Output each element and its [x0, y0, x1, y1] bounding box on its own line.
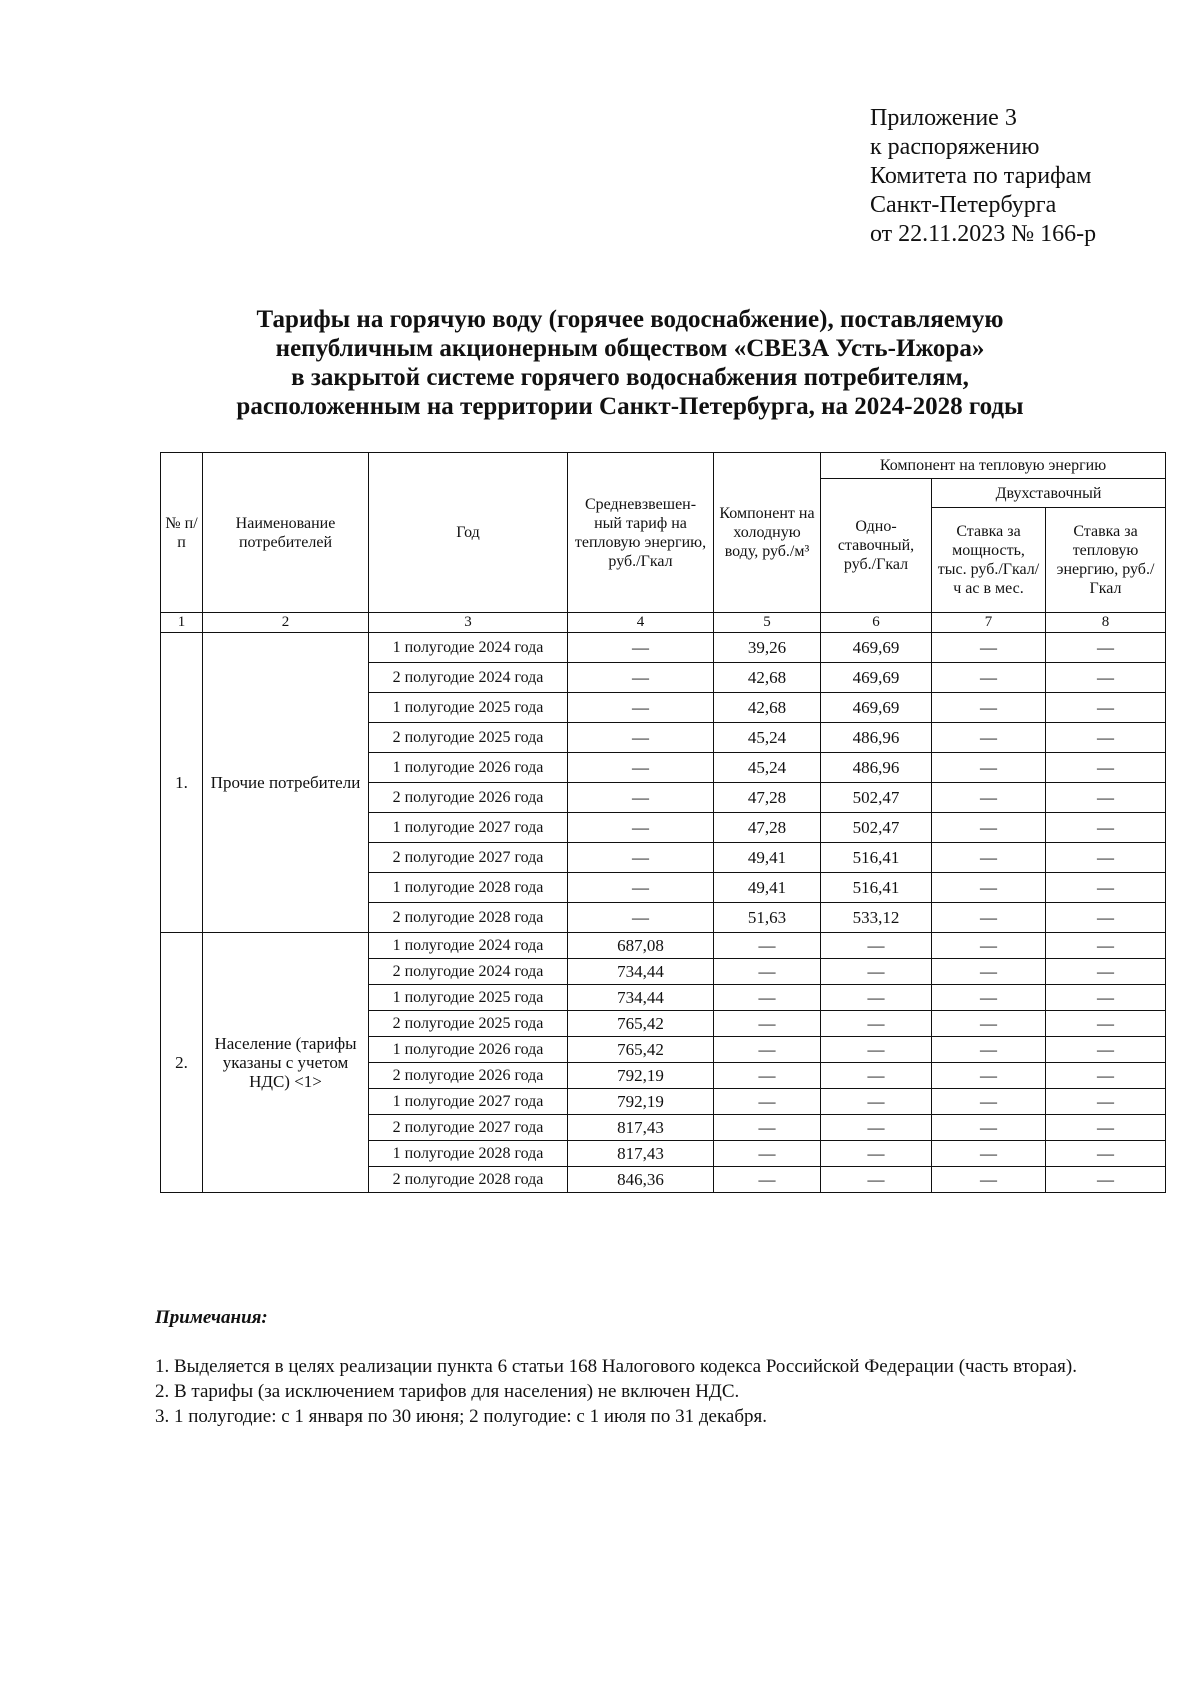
cold-water-cell: 45,24 [714, 723, 821, 753]
energy-rate-cell: — [1046, 693, 1166, 723]
period-cell: 2 полугодие 2028 года [369, 1167, 568, 1193]
period-cell: 2 полугодие 2025 года [369, 1011, 568, 1037]
period-cell: 1 полугодие 2027 года [369, 813, 568, 843]
period-cell: 1 полугодие 2025 года [369, 985, 568, 1011]
column-number: 6 [821, 613, 932, 633]
header-two-rate: Двухставочный [932, 479, 1166, 508]
cold-water-cell: 49,41 [714, 843, 821, 873]
weighted-tariff-cell: — [568, 663, 714, 693]
power-rate-cell: — [932, 1089, 1046, 1115]
header-consumer: Наименование потребителей [203, 453, 369, 613]
single-rate-cell: — [821, 1115, 932, 1141]
table-row [161, 633, 1166, 663]
cold-water-cell: 45,24 [714, 753, 821, 783]
single-rate-cell: — [821, 985, 932, 1011]
consumer-name: Население (тарифы указаны с учетом НДС) <1> [203, 933, 369, 1193]
weighted-tariff-cell: 817,43 [568, 1141, 714, 1167]
appendix-line: к распоряжению [870, 134, 1040, 160]
cold-water-cell: — [714, 1167, 821, 1193]
weighted-tariff-cell: 734,44 [568, 985, 714, 1011]
cold-water-cell: — [714, 1141, 821, 1167]
single-rate-cell: — [821, 959, 932, 985]
power-rate-cell: — [932, 783, 1046, 813]
cold-water-cell: — [714, 1037, 821, 1063]
power-rate-cell: — [932, 663, 1046, 693]
energy-rate-cell: — [1046, 903, 1166, 933]
single-rate-cell: — [821, 1141, 932, 1167]
energy-rate-cell: — [1046, 1167, 1166, 1193]
appendix-line: Комитета по тарифам [870, 163, 1092, 189]
power-rate-cell: — [932, 933, 1046, 959]
single-rate-cell: 469,69 [821, 663, 932, 693]
power-rate-cell: — [932, 959, 1046, 985]
appendix-line: Санкт-Петербурга [870, 192, 1057, 218]
power-rate-cell: — [932, 723, 1046, 753]
title-line: в закрытой системе горячего водоснабжения потребителям, [291, 364, 969, 391]
column-number: 5 [714, 613, 821, 633]
power-rate-cell: — [932, 1141, 1046, 1167]
energy-rate-cell: — [1046, 723, 1166, 753]
energy-rate-cell: — [1046, 813, 1166, 843]
period-cell: 2 полугодие 2025 года [369, 723, 568, 753]
power-rate-cell: — [932, 1115, 1046, 1141]
energy-rate-cell: — [1046, 959, 1166, 985]
single-rate-cell: 533,12 [821, 903, 932, 933]
title-line: расположенным на территории Санкт-Петербурга, на 2024-2028 годы [236, 393, 1024, 420]
appendix-line: от 22.11.2023 № 166-р [870, 221, 1097, 247]
weighted-tariff-cell: — [568, 873, 714, 903]
power-rate-cell: — [932, 903, 1046, 933]
period-cell: 2 полугодие 2024 года [369, 959, 568, 985]
single-rate-cell: — [821, 1037, 932, 1063]
weighted-tariff-cell: — [568, 903, 714, 933]
power-rate-cell: — [932, 693, 1046, 723]
column-number: 2 [203, 613, 369, 633]
notes-block [155, 1305, 1077, 1429]
group-number: 1. [161, 633, 203, 933]
single-rate-cell: 502,47 [821, 783, 932, 813]
weighted-tariff-cell: — [568, 843, 714, 873]
cold-water-cell: — [714, 1115, 821, 1141]
weighted-tariff-cell: — [568, 693, 714, 723]
header-weighted-tariff: Средневзвешен-ный тариф на тепловую энергию, руб./Гкал [568, 453, 714, 613]
weighted-tariff-cell: 846,36 [568, 1167, 714, 1193]
header-power-rate: Ставка за мощность, тыс. руб./Гкал/ч ас в мес. [932, 508, 1046, 613]
power-rate-cell: — [932, 753, 1046, 783]
column-number: 3 [369, 613, 568, 633]
group-number: 2. [161, 933, 203, 1193]
energy-rate-cell: — [1046, 633, 1166, 663]
energy-rate-cell: — [1046, 1011, 1166, 1037]
period-cell: 1 полугодие 2028 года [369, 873, 568, 903]
weighted-tariff-cell: 817,43 [568, 1115, 714, 1141]
appendix-line: Приложение 3 [870, 105, 1017, 131]
appendix-block [870, 104, 1096, 249]
period-cell: 1 полугодие 2026 года [369, 1037, 568, 1063]
title-line: непубличным акционерным обществом «СВЕЗА Усть-Ижора» [275, 335, 985, 362]
energy-rate-cell: — [1046, 843, 1166, 873]
weighted-tariff-cell: — [568, 813, 714, 843]
weighted-tariff-cell: — [568, 783, 714, 813]
cold-water-cell: — [714, 1089, 821, 1115]
cold-water-cell: 42,68 [714, 693, 821, 723]
note-item: 2. В тарифы (за исключением тарифов для населения) не включен НДС. [155, 1381, 740, 1402]
period-cell: 1 полугодие 2024 года [369, 933, 568, 959]
single-rate-cell: — [821, 1089, 932, 1115]
power-rate-cell: — [932, 813, 1046, 843]
single-rate-cell: 469,69 [821, 693, 932, 723]
single-rate-cell: — [821, 1011, 932, 1037]
cold-water-cell: — [714, 1063, 821, 1089]
document-title [200, 305, 1060, 421]
header-single-rate: Одно-ставочный, руб./Гкал [821, 479, 932, 613]
power-rate-cell: — [932, 1063, 1046, 1089]
table-row [161, 933, 1166, 959]
power-rate-cell: — [932, 1167, 1046, 1193]
energy-rate-cell: — [1046, 1089, 1166, 1115]
cold-water-cell: 51,63 [714, 903, 821, 933]
energy-rate-cell: — [1046, 783, 1166, 813]
single-rate-cell: — [821, 1167, 932, 1193]
tariff-table [160, 452, 1166, 1193]
note-item: 3. 1 полугодие: с 1 января по 30 июня; 2 полугодие: с 1 июля по 31 декабря. [155, 1406, 767, 1427]
weighted-tariff-cell: 792,19 [568, 1089, 714, 1115]
cold-water-cell: 47,28 [714, 783, 821, 813]
energy-rate-cell: — [1046, 933, 1166, 959]
header-year: Год [369, 453, 568, 613]
energy-rate-cell: — [1046, 663, 1166, 693]
cold-water-cell: 39,26 [714, 633, 821, 663]
period-cell: 1 полугодие 2027 года [369, 1089, 568, 1115]
energy-rate-cell: — [1046, 1037, 1166, 1063]
column-number: 1 [161, 613, 203, 633]
energy-rate-cell: — [1046, 985, 1166, 1011]
period-cell: 2 полугодие 2026 года [369, 1063, 568, 1089]
period-cell: 2 полугодие 2027 года [369, 843, 568, 873]
cold-water-cell: — [714, 1011, 821, 1037]
power-rate-cell: — [932, 843, 1046, 873]
weighted-tariff-cell: 734,44 [568, 959, 714, 985]
power-rate-cell: — [932, 873, 1046, 903]
period-cell: 1 полугодие 2026 года [369, 753, 568, 783]
notes-title: Примечания: [155, 1307, 268, 1328]
energy-rate-cell: — [1046, 753, 1166, 783]
header-cold-water: Компонент на холодную воду, руб./м³ [714, 453, 821, 613]
power-rate-cell: — [932, 1011, 1046, 1037]
cold-water-cell: 49,41 [714, 873, 821, 903]
single-rate-cell: — [821, 933, 932, 959]
power-rate-cell: — [932, 633, 1046, 663]
period-cell: 2 полугодие 2026 года [369, 783, 568, 813]
cold-water-cell: — [714, 933, 821, 959]
consumer-name: Прочие потребители [203, 633, 369, 933]
power-rate-cell: — [932, 985, 1046, 1011]
single-rate-cell: 516,41 [821, 873, 932, 903]
cold-water-cell: — [714, 959, 821, 985]
single-rate-cell: — [821, 1063, 932, 1089]
energy-rate-cell: — [1046, 1115, 1166, 1141]
header-energy-rate: Ставка за тепловую энергию, руб./Гкал [1046, 508, 1166, 613]
single-rate-cell: 486,96 [821, 753, 932, 783]
column-number: 8 [1046, 613, 1166, 633]
weighted-tariff-cell: 765,42 [568, 1037, 714, 1063]
energy-rate-cell: — [1046, 1063, 1166, 1089]
single-rate-cell: 469,69 [821, 633, 932, 663]
cold-water-cell: — [714, 985, 821, 1011]
column-number: 7 [932, 613, 1046, 633]
cold-water-cell: 47,28 [714, 813, 821, 843]
title-line: Тарифы на горячую воду (горячее водоснабжение), поставляемую [256, 306, 1004, 333]
power-rate-cell: — [932, 1037, 1046, 1063]
column-number: 4 [568, 613, 714, 633]
weighted-tariff-cell: 792,19 [568, 1063, 714, 1089]
period-cell: 2 полугодие 2028 года [369, 903, 568, 933]
period-cell: 1 полугодие 2024 года [369, 633, 568, 663]
period-cell: 1 полугодие 2025 года [369, 693, 568, 723]
period-cell: 2 полугодие 2024 года [369, 663, 568, 693]
note-item: 1. Выделяется в целях реализации пункта 6 статьи 168 Налогового кодекса Российской Федерации (часть вторая). [155, 1356, 1077, 1377]
weighted-tariff-cell: — [568, 633, 714, 663]
weighted-tariff-cell: 765,42 [568, 1011, 714, 1037]
weighted-tariff-cell: 687,08 [568, 933, 714, 959]
single-rate-cell: 516,41 [821, 843, 932, 873]
single-rate-cell: 486,96 [821, 723, 932, 753]
period-cell: 2 полугодие 2027 года [369, 1115, 568, 1141]
cold-water-cell: 42,68 [714, 663, 821, 693]
period-cell: 1 полугодие 2028 года [369, 1141, 568, 1167]
weighted-tariff-cell: — [568, 753, 714, 783]
header-num: № п/п [161, 453, 203, 613]
energy-rate-cell: — [1046, 873, 1166, 903]
single-rate-cell: 502,47 [821, 813, 932, 843]
energy-rate-cell: — [1046, 1141, 1166, 1167]
weighted-tariff-cell: — [568, 723, 714, 753]
header-heat-component: Компонент на тепловую энергию [821, 453, 1166, 479]
